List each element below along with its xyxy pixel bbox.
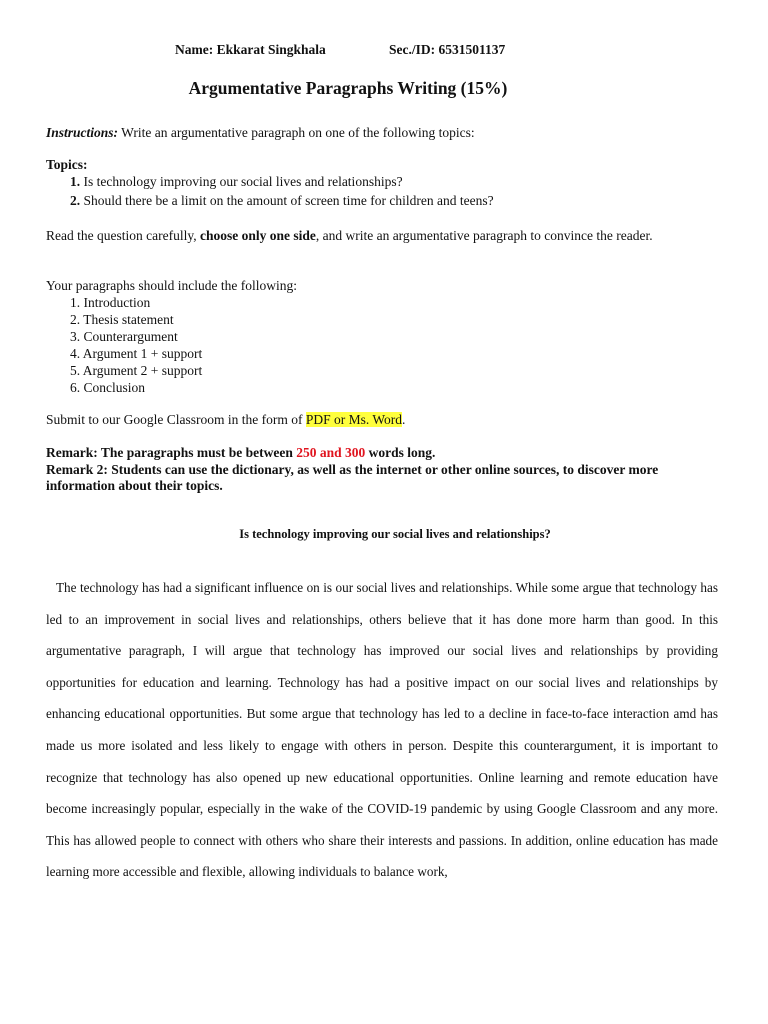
include-item: 6. Conclusion xyxy=(70,380,146,395)
topic-item xyxy=(70,193,494,209)
student-name: Name: Ekkarat Singkhala xyxy=(175,42,326,57)
include-item: 2. Thesis statement xyxy=(70,312,174,327)
include-item: 1. Introduction xyxy=(70,295,151,310)
submit-format-highlight: PDF or Ms. Word xyxy=(305,412,403,427)
assignment-title: Argumentative Paragraphs Writing (15%) xyxy=(188,78,508,98)
topic-text: Is technology improving our social lives and relationships? xyxy=(80,174,403,189)
remark-1-post: words long. xyxy=(365,445,436,460)
read-question-pre: Read the question carefully, xyxy=(46,228,200,243)
include-item: 5. Argument 2 + support xyxy=(70,363,203,378)
topics-heading: Topics: xyxy=(46,157,88,172)
remark-1-pre: Remark: The paragraphs must be between xyxy=(46,445,297,460)
word-count-range: 250 and 300 xyxy=(296,445,366,460)
read-question-post: , and write an argumentative paragraph to convince the reader. xyxy=(315,228,653,243)
read-question-note xyxy=(46,228,716,244)
read-question-bold: choose only one side xyxy=(199,228,316,243)
remark-1 xyxy=(46,445,435,461)
submit-post: . xyxy=(402,412,406,427)
submit-note xyxy=(46,412,405,428)
topic-item xyxy=(70,174,403,190)
instructions-label: Instructions: xyxy=(46,125,119,140)
include-item: 3. Counterargument xyxy=(70,329,178,344)
topic-number: 2. xyxy=(70,193,81,208)
essay-question-heading: Is technology improving our social lives and relationships? xyxy=(239,527,551,541)
topic-number: 1. xyxy=(70,174,81,189)
essay-paragraph: The technology has had a significant influence on is our social lives and relationships. While some argue that technology has led to an improvement in social lives and relationships, others believe that it has done more harm than good. In this argumentative paragraph, I will argue that technology has improved our social lives and relationships by providing opportunities for education and learning. Technology has had a positive impact on our social lives and relationships by enhancing educational opportunities. But some argue that technology has led to a decline in face-to-face interaction amd has made us more isolated and less likely to engage with others in person. Despite this counterargument, it is important to recognize that technology has also opened up new educational opportunities. Online learning and remote education have become increasingly popular, especially in the wake of the COVID-19 pandemic by using Google Classroom and any more. This has allowed people to connect with others who share their interests and passions. In addition, online education has made learning more accessible and flexible, allowing individuals to balance work, xyxy=(46,580,718,880)
instructions xyxy=(46,125,475,141)
submit-pre: Submit to our Google Classroom in the form of xyxy=(46,412,306,427)
include-item: 4. Argument 1 + support xyxy=(70,346,203,361)
student-section-id: Sec./ID: 6531501137 xyxy=(389,42,506,57)
instructions-text: Write an argumentative paragraph on one of the following topics: xyxy=(118,125,475,140)
remark-2: Remark 2: Students can use the dictionary, as well as the internet or other online sources, to discover more information about their topics. xyxy=(46,462,659,493)
topic-text: Should there be a limit on the amount of screen time for children and teens? xyxy=(80,193,494,208)
include-heading: Your paragraphs should include the following: xyxy=(46,278,297,293)
